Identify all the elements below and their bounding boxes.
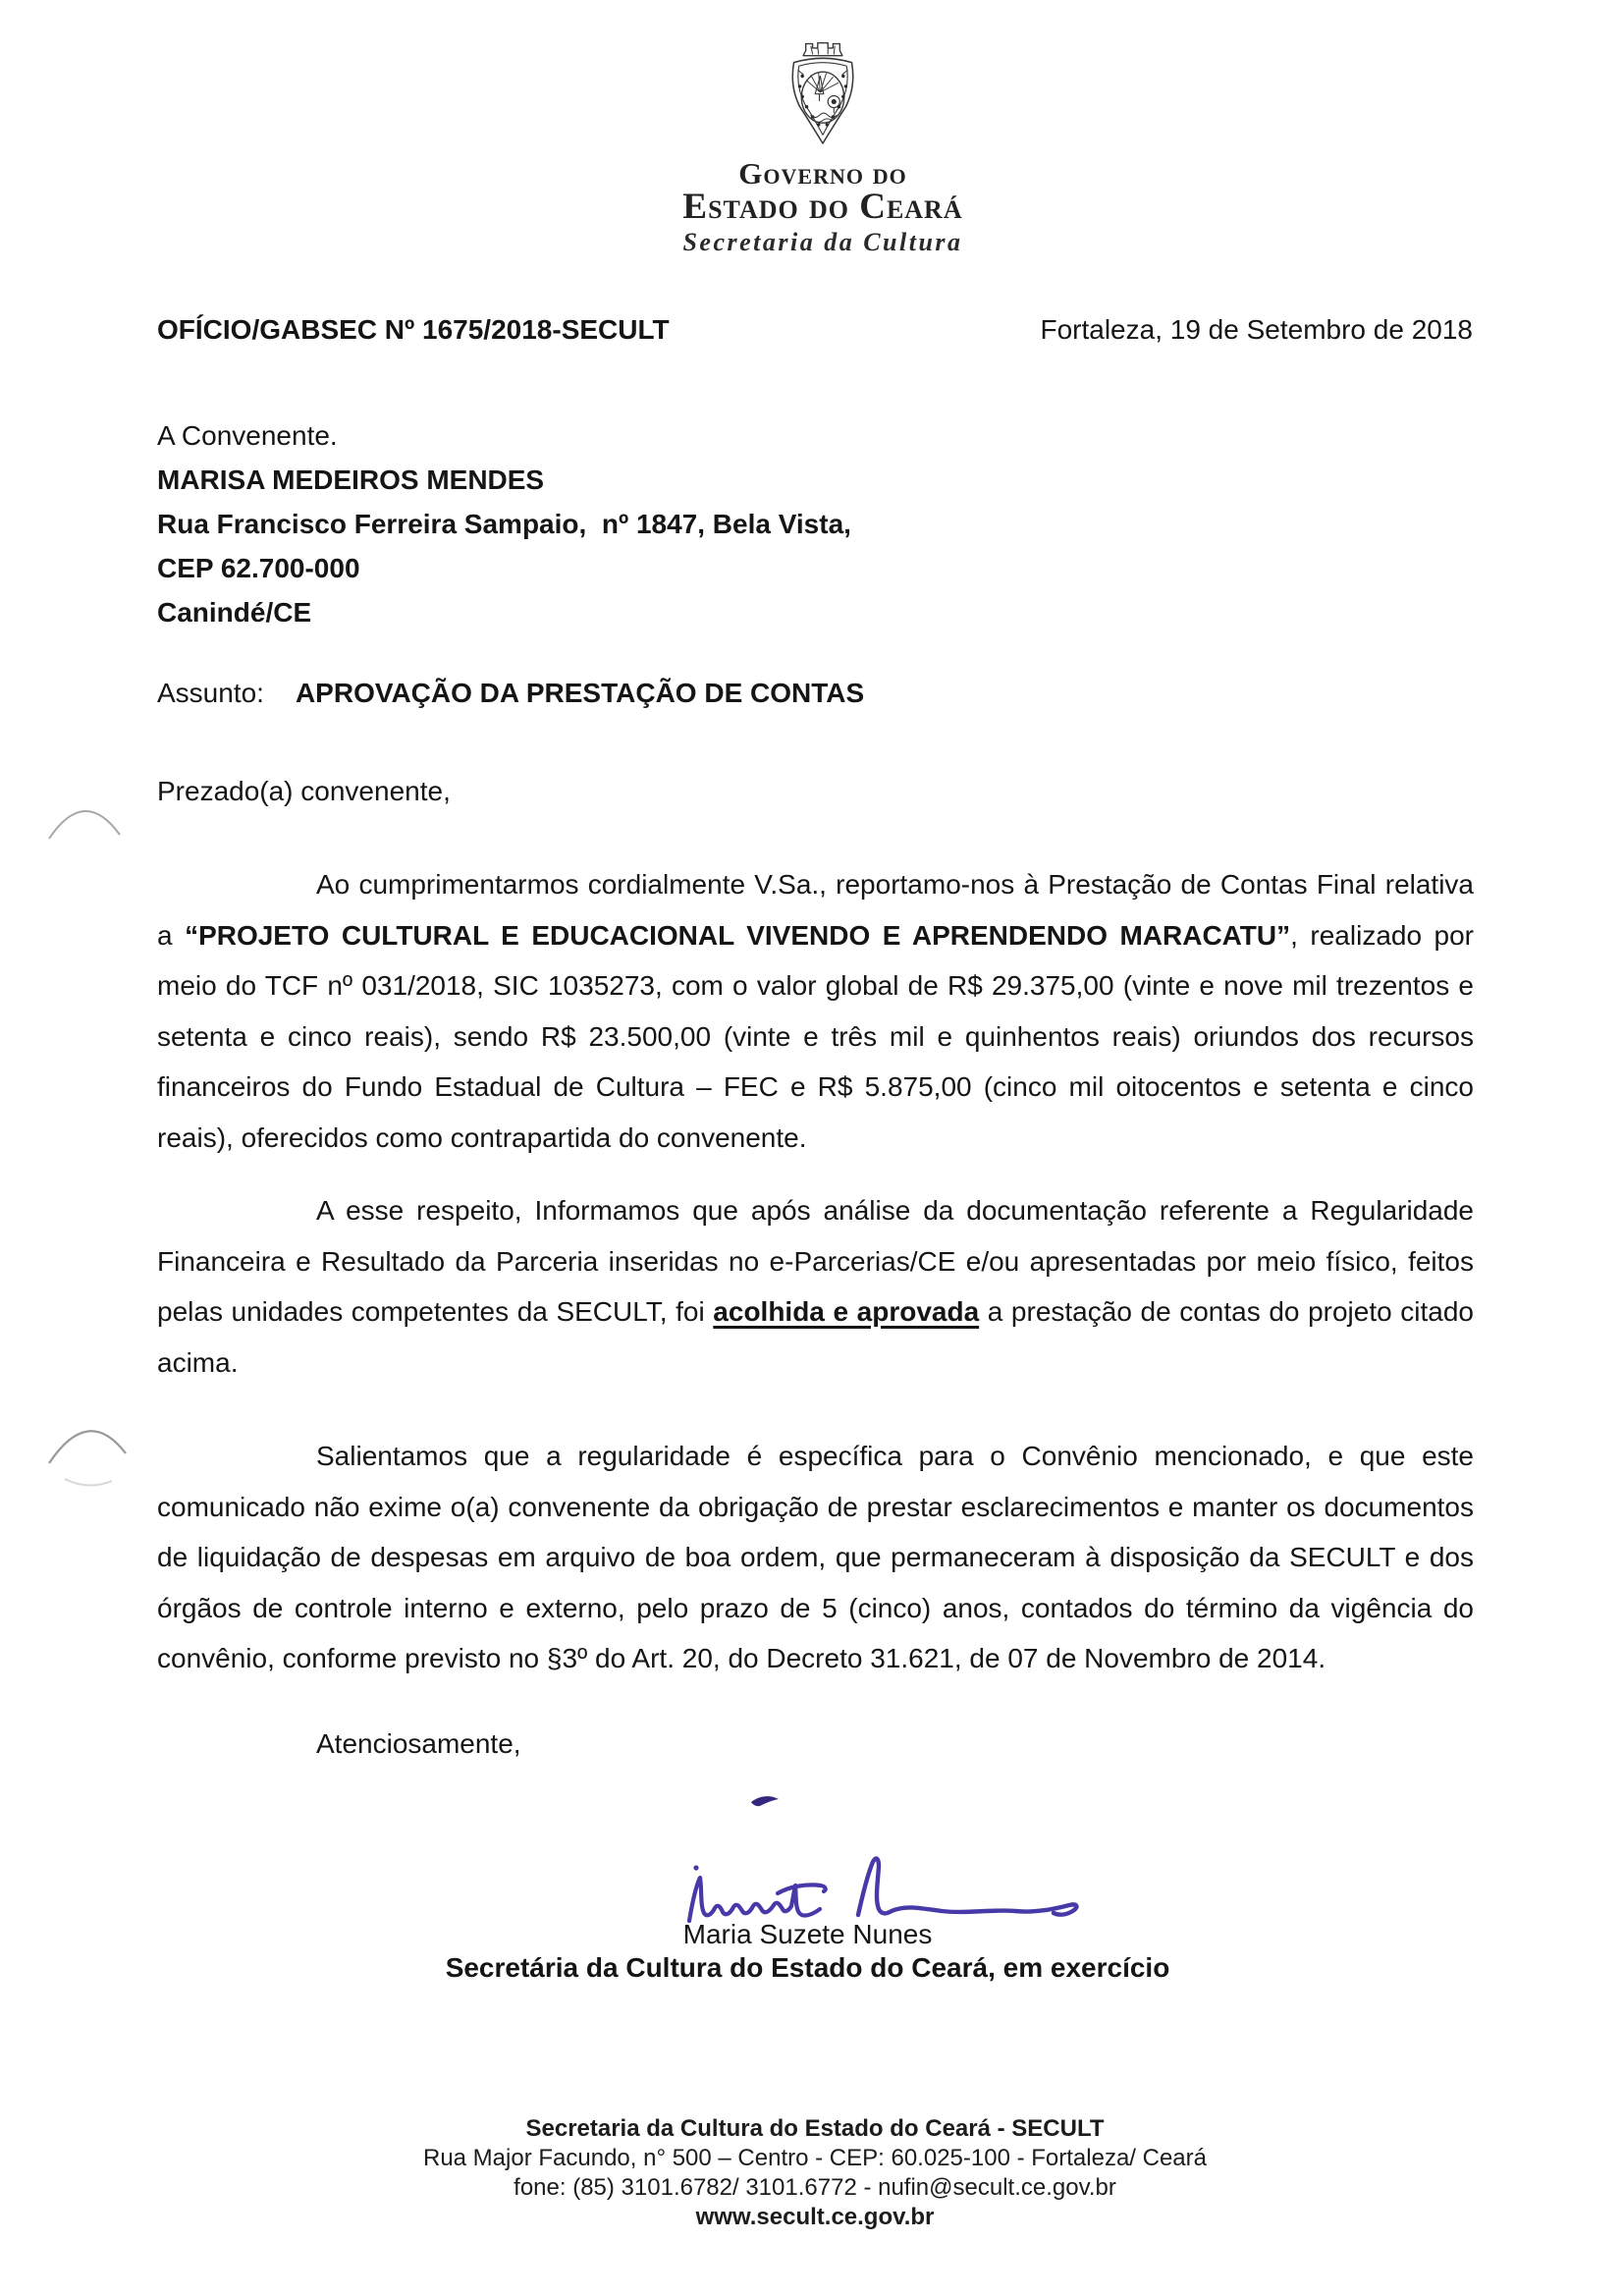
place-and-date: Fortaleza, 19 de Setembro de 2018 <box>1040 314 1473 345</box>
document-number: OFÍCIO/GABSEC Nº 1675/2018-SECULT <box>157 314 670 345</box>
subject-line <box>157 677 864 710</box>
footer-org-name: Secretaria da Cultura do Estado do Ceará - SECULT <box>525 2115 1105 2142</box>
recipient-cep: CEP 62.700-000 <box>157 553 360 583</box>
valediction: Atenciosamente, <box>316 1728 521 1759</box>
paragraph-1-text-c: , realizado por meio do TCF nº 031/2018, SIC 1035273, com o valor global de R$ 29.375,00 (vinte e nove mil trezentos e setenta e cinco reais), sendo R$ 23.500,00 (vinte e três mil e quinhentos reais) oriundos dos recursos financeiros do Fundo Estadual de Cultura – FEC e R$ 5.875,00 (cinco mil oitocentos e setenta e cinco reais), oferecidos como contrapartida do convenente. <box>157 919 1474 1153</box>
footer-block <box>0 2114 1623 2232</box>
recipient-address: Rua Francisco Ferreira Sampaio, nº 1847, Bela Vista, <box>157 509 851 539</box>
paragraph-3: Salientamos que a regularidade é específica para o Convênio mencionado, e que este comunicado não exime o(a) convenente da obrigação de prestar esclarecimentos e manter os documentos de liquidação de despesas em arquivo de boa ordem, que permaneceram à disposição da SECULT e dos órgãos de controle interno e externo, pelo prazo de 5 (cinco) anos, contados do término da vigência do convênio, conforme previsto no §3º do Art. 20, do Decreto 31.621, de 07 de Novembro de 2014. <box>157 1441 1474 1673</box>
project-title: “PROJETO CULTURAL E EDUCACIONAL VIVENDO E APRENDENDO MARACATU” <box>185 919 1291 951</box>
scan-artifact-arc-1 <box>45 792 124 845</box>
recipient-block <box>157 413 851 634</box>
greeting: Prezado(a) convenente, <box>157 776 451 806</box>
signer-block <box>0 1918 1615 1985</box>
paragraph-2-text-a: A esse respeito, Informamos que após análise da documentação referente a Regularidade Financeira e Resultado da Parceria inseridas no e-Parcerias/CE e/ou apresentadas por meio físico, feitos pelas unidades competentes da SECULT, foi <box>157 1195 1474 1327</box>
paragraph-1 <box>157 859 1474 1163</box>
ink-flick-mark <box>748 1791 784 1809</box>
reference-line <box>157 313 1473 347</box>
footer-phone-email: fone: (85) 3101.6782/ 3101.6772 - nufin@secult.ce.gov.br <box>514 2174 1116 2201</box>
org-name-line2: Estado do Ceará <box>682 187 963 227</box>
recipient-city: Canindé/CE <box>157 597 312 628</box>
ceara-coat-of-arms-icon <box>772 29 874 155</box>
signer-name: Maria Suzete Nunes <box>682 1919 933 1949</box>
subject-value: APROVAÇÃO DA PRESTAÇÃO DE CONTAS <box>295 678 865 708</box>
letterhead <box>479 29 1166 257</box>
footer-website: www.secult.ce.gov.br <box>695 2204 935 2230</box>
paragraph-2-text-c: a prestação de contas do projeto citado acima. <box>157 1296 1475 1378</box>
scan-artifact-arc-2 <box>43 1412 132 1491</box>
signer-title: Secretária da Cultura do Estado do Ceará, em exercício <box>445 1952 1170 1983</box>
paragraph-1-text-a: Ao cumprimentarmos cordialmente V.Sa., reportamo-nos à Prestação de Contas Final relativa a <box>157 869 1474 951</box>
approval-status-text: acolhida e aprovada <box>713 1296 980 1327</box>
footer-address: Rua Major Facundo, n° 500 – Centro - CEP: 60.025-100 - Fortaleza/ Ceará <box>422 2145 1207 2171</box>
org-subtitle: Secretaria da Cultura <box>682 228 963 256</box>
paragraph-2 <box>157 1185 1474 1388</box>
recipient-name: MARISA MEDEIROS MENDES <box>157 465 545 495</box>
recipient-salutation: A Convenente. <box>157 420 338 451</box>
subject-label: Assunto: <box>157 678 264 708</box>
org-name-line1: Governo do <box>738 156 907 191</box>
